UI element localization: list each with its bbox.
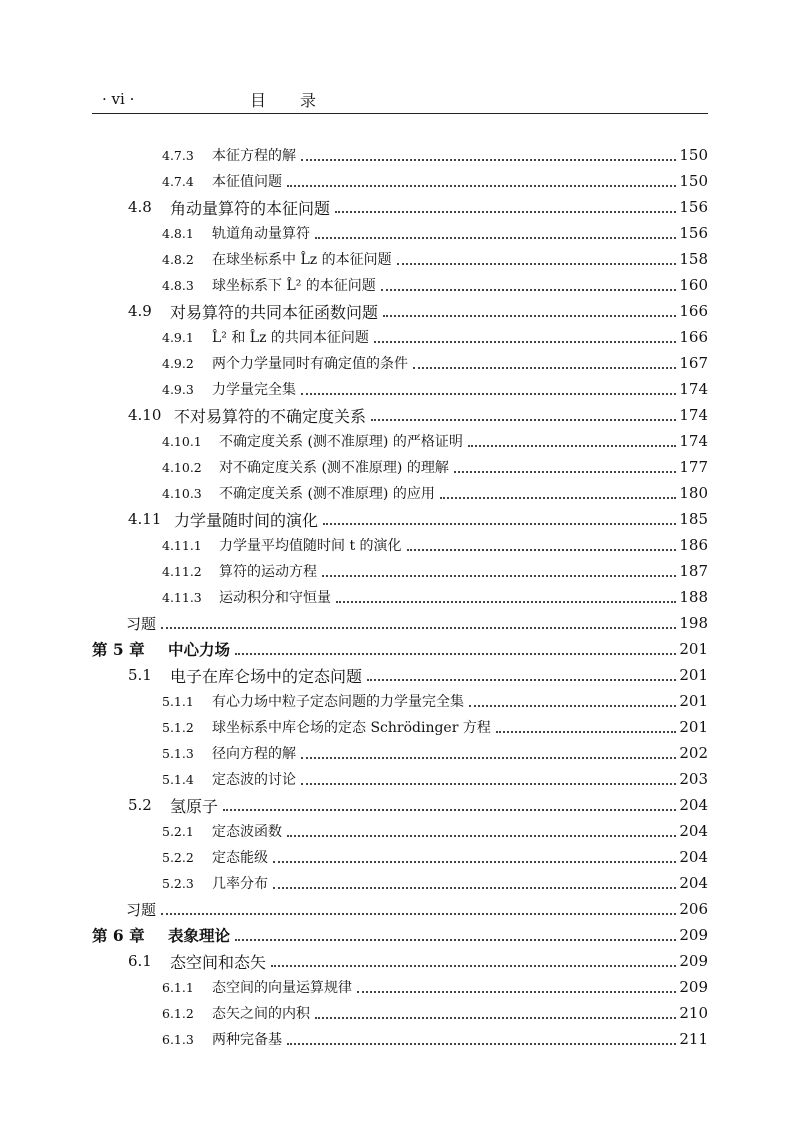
toc-entry[interactable] [92,454,708,480]
header-title: 目录 [250,91,351,110]
dot-leader [323,523,676,525]
dot-leader [440,497,677,499]
toc-entry[interactable] [92,428,708,454]
toc-entry[interactable] [92,376,708,402]
toc-entry-number: 5.1 [128,666,152,684]
toc-entry-title: 态空间和态矢 [170,952,267,972]
toc-entry[interactable] [92,506,708,532]
toc-entry-number: 4.8 [128,198,152,216]
toc-entry-number: 4.10.3 [162,485,202,501]
toc-entry-page: 156 [679,198,708,216]
dot-leader [374,341,676,343]
toc-entry-number: 5.2.3 [162,875,194,891]
toc-entry-title: 氢原子 [170,796,219,816]
dot-leader [161,627,676,629]
toc-entry-page: 174 [679,380,708,398]
toc-entry-number: 6.1.3 [162,1031,194,1047]
toc-entry-page: 160 [679,276,708,294]
toc-entry-title: 径向方程的解 [212,746,296,762]
toc-entry-page: 180 [679,484,708,502]
toc-entry-page: 204 [679,822,708,840]
toc-entry[interactable] [92,298,708,324]
toc-entry-page: 203 [679,770,708,788]
toc-entry-number: 第 6 章 [92,926,145,945]
toc-entry-page: 211 [679,1030,708,1048]
toc-entry[interactable] [92,766,708,792]
toc-entry-number: 4.11 [128,510,162,528]
toc-entry-title: 对不确定度关系 (测不准原理) 的理解 [219,460,449,476]
toc-entry-title: 对易算符的共同本征函数问题 [170,302,379,322]
toc-entry[interactable] [92,662,708,688]
dot-leader [335,211,676,213]
toc-entry[interactable] [92,246,708,272]
page-number: · vi · [102,90,135,108]
toc-entry-title: 两个力学量同时有确定值的条件 [212,356,408,372]
toc-entry-title: L̂² 和 L̂z 的共同本征问题 [212,330,369,346]
dot-leader [271,965,676,967]
toc-entry[interactable] [92,584,708,610]
toc-entry-title: 力学量随时间的演化 [174,510,319,530]
table-of-contents [92,142,708,1052]
toc-entry-page: 174 [679,432,708,450]
toc-entry[interactable] [92,714,708,740]
toc-entry-page: 201 [679,640,708,658]
dot-leader [383,315,676,317]
toc-entry-number: 4.7.3 [162,147,194,163]
dot-leader [496,731,676,733]
toc-entry-title: 态空间的向量运算规律 [212,980,352,996]
toc-entry-page: 198 [679,614,708,632]
toc-entry-number: 5.1.3 [162,745,194,761]
dot-leader [381,289,677,291]
toc-entry-number: 4.9.3 [162,381,194,397]
toc-entry-page: 156 [679,224,708,242]
toc-entry-page: 206 [679,900,708,918]
toc-entry[interactable] [92,974,708,1000]
toc-entry-page: 167 [679,354,708,372]
toc-entry-page: 204 [679,874,708,892]
toc-entry[interactable] [92,532,708,558]
toc-entry-number: 6.1 [128,952,152,970]
dot-leader [273,861,676,863]
toc-entry-number: 4.11.3 [162,589,202,605]
toc-entry-title: 习题 [126,614,157,633]
toc-entry[interactable] [92,844,708,870]
toc-entry-page: 177 [679,458,708,476]
toc-entry-title: 习题 [126,900,157,919]
toc-entry-title: 不确定度关系 (测不准原理) 的严格证明 [219,434,463,450]
toc-entry[interactable] [92,636,708,662]
toc-entry-title: 定态能级 [212,850,268,866]
toc-entry[interactable] [92,220,708,246]
toc-entry-title: 本征值问题 [212,174,282,190]
toc-entry-title: 角动量算符的本征问题 [170,198,331,218]
toc-entry[interactable] [92,350,708,376]
toc-entry-number: 4.7.4 [162,173,194,189]
toc-entry-page: 209 [679,926,708,944]
header-rule [92,113,708,114]
toc-entry-number: 5.2 [128,796,152,814]
toc-entry-title: 本征方程的解 [212,148,296,164]
toc-entry-title: 球坐标系中库仑场的定态 Schrödinger 方程 [212,720,491,736]
toc-entry-page: 166 [679,328,708,346]
toc-entry-page: 150 [679,146,708,164]
toc-entry[interactable] [92,480,708,506]
toc-entry-title: 中心力场 [168,640,231,659]
toc-entry-title: 几率分布 [212,876,268,892]
toc-entry-page: 166 [679,302,708,320]
toc-entry[interactable] [92,142,708,168]
toc-entry-number: 4.9 [128,302,152,320]
dot-leader [322,575,676,577]
toc-entry-title: 轨道角动量算符 [212,226,310,242]
toc-entry-title: 定态波的讨论 [212,772,296,788]
dot-leader [287,835,676,837]
toc-entry[interactable] [92,870,708,896]
toc-entry-page: 204 [679,796,708,814]
dot-leader [357,991,676,993]
toc-entry-number: 第 5 章 [92,640,145,659]
dot-leader [371,419,676,421]
toc-entry-page: 174 [679,406,708,424]
dot-leader [468,445,677,447]
toc-entry[interactable] [92,558,708,584]
toc-entry-title: 有心力场中粒子定态问题的力学量完全集 [212,694,464,710]
toc-entry-page: 210 [679,1004,708,1022]
toc-entry-title: 电子在库仑场中的定态问题 [170,666,363,686]
toc-entry[interactable] [92,922,708,948]
toc-entry[interactable] [92,818,708,844]
toc-entry-title: 不确定度关系 (测不准原理) 的应用 [219,486,435,502]
toc-entry-number: 5.2.2 [162,849,194,865]
toc-entry-page: 158 [679,250,708,268]
toc-entry-number: 4.8.3 [162,277,194,293]
toc-entry-number: 5.2.1 [162,823,194,839]
toc-entry[interactable] [92,194,708,220]
toc-entry-page: 201 [679,692,708,710]
toc-entry[interactable] [92,1000,708,1026]
dot-leader [301,757,676,759]
dot-leader [454,471,677,473]
toc-entry-number: 4.10 [128,406,162,424]
toc-entry-number: 4.11.1 [162,537,202,553]
toc-entry[interactable] [92,948,708,974]
toc-entry[interactable] [92,896,708,922]
dot-leader [315,237,676,239]
dot-leader [397,263,677,265]
toc-entry-number: 4.10.2 [162,459,202,475]
toc-entry-page: 201 [679,666,708,684]
running-header [92,88,708,112]
toc-entry-number: 5.1.2 [162,719,194,735]
toc-entry-title: 运动积分和守恒量 [219,590,331,606]
dot-leader [301,783,676,785]
toc-entry[interactable] [92,610,708,636]
toc-entry-title: 算符的运动方程 [219,564,317,580]
dot-leader [367,679,676,681]
toc-entry[interactable] [92,402,708,428]
toc-entry-number: 4.9.1 [162,329,194,345]
toc-entry-page: 185 [679,510,708,528]
toc-entry[interactable] [92,792,708,818]
toc-entry-number: 5.1.1 [162,693,194,709]
dot-leader [287,185,676,187]
dot-leader [469,705,676,707]
toc-entry-title: 定态波函数 [212,824,282,840]
dot-leader [407,549,677,551]
dot-leader [235,653,676,655]
toc-entry-number: 5.1.4 [162,771,194,787]
toc-entry[interactable] [92,324,708,350]
toc-entry-number: 4.8.1 [162,225,194,241]
toc-entry-title: 球坐标系下 L̂² 的本征问题 [212,278,376,294]
toc-entry-page: 150 [679,172,708,190]
toc-entry[interactable] [92,272,708,298]
toc-entry-title: 两种完备基 [212,1032,282,1048]
toc-entry-page: 202 [679,744,708,762]
dot-leader [336,601,676,603]
toc-entry-page: 188 [679,588,708,606]
toc-entry[interactable] [92,688,708,714]
dot-leader [223,809,676,811]
toc-entry-number: 4.9.2 [162,355,194,371]
toc-entry-page: 209 [679,978,708,996]
toc-entry-title: 力学量完全集 [212,382,296,398]
dot-leader [161,913,676,915]
toc-entry[interactable] [92,740,708,766]
toc-entry-page: 204 [679,848,708,866]
toc-entry-title: 表象理论 [168,926,231,945]
toc-entry-title: 在球坐标系中 L̂z 的本征问题 [212,252,392,268]
dot-leader [273,887,676,889]
toc-entry-page: 209 [679,952,708,970]
dot-leader [301,393,676,395]
toc-entry-title: 力学量平均值随时间 t 的演化 [219,538,402,554]
dot-leader [301,159,676,161]
dot-leader [413,367,676,369]
toc-entry[interactable] [92,1026,708,1052]
toc-entry-page: 187 [679,562,708,580]
toc-entry[interactable] [92,168,708,194]
toc-entry-title: 不对易算符的不确定度关系 [174,406,367,426]
toc-entry-number: 6.1.2 [162,1005,194,1021]
toc-entry-number: 4.11.2 [162,563,202,579]
toc-entry-page: 186 [679,536,708,554]
toc-entry-number: 6.1.1 [162,979,194,995]
dot-leader [235,939,676,941]
toc-entry-title: 态矢之间的内积 [212,1006,310,1022]
toc-entry-number: 4.10.1 [162,433,202,449]
dot-leader [315,1017,676,1019]
toc-entry-page: 201 [679,718,708,736]
toc-entry-number: 4.8.2 [162,251,194,267]
dot-leader [287,1043,676,1045]
